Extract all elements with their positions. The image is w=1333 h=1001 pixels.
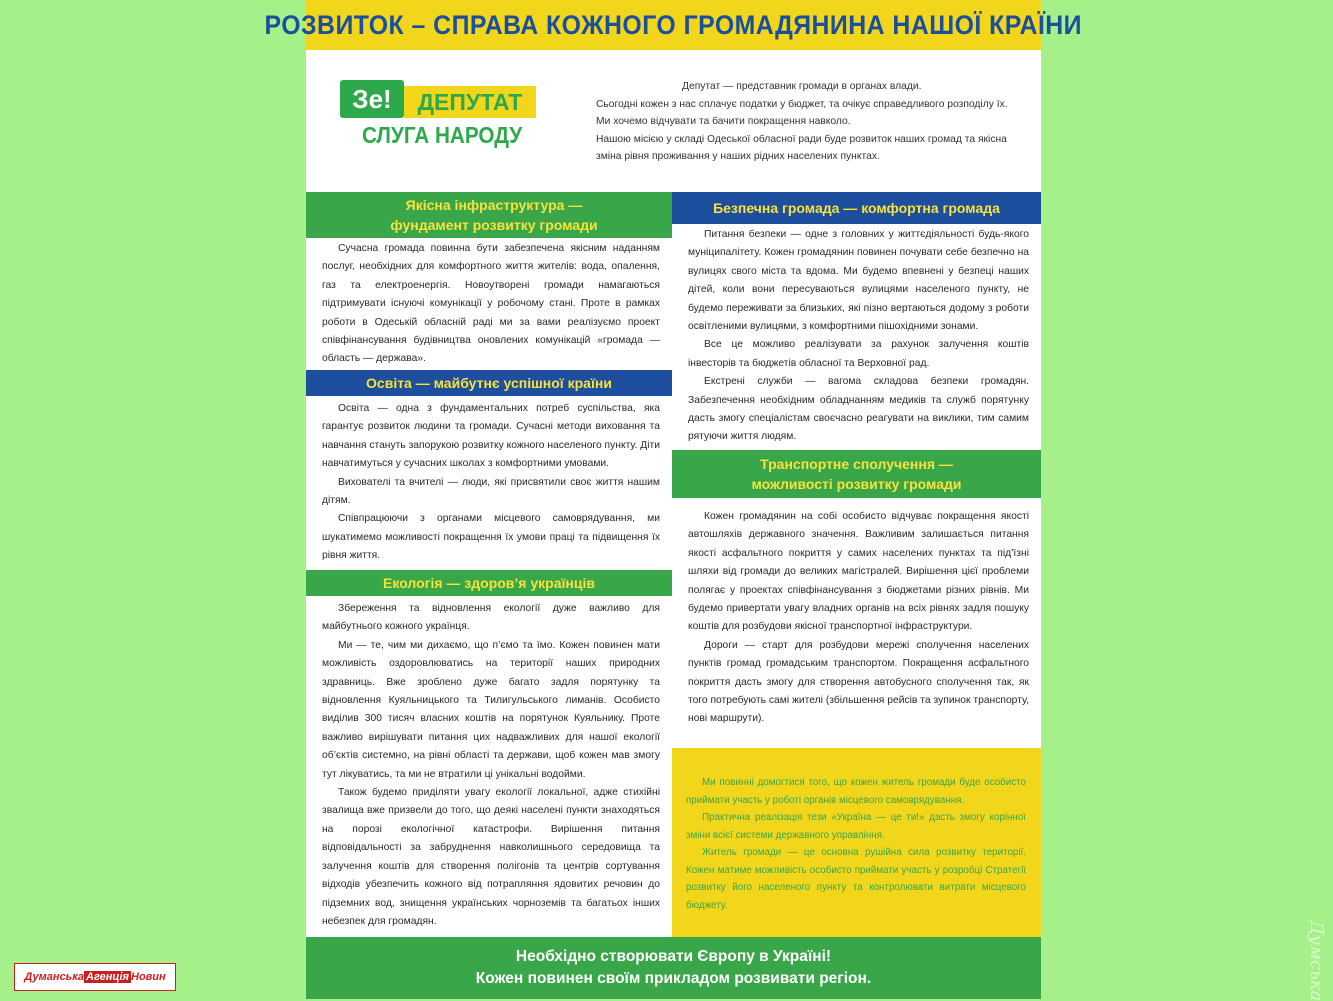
paragraph: Екстрені служби — вагома складова безпеки громадян. Забезпечення необхідним обладнанням медиків та служб порятунку дасть змогу спеціалістам своєчасно реагувати на виклики, тим самим рятуючи життя людям. — [688, 376, 1029, 443]
paragraph: Вихователі та вчителі — люди, які присвятили своє життя нашим дітям. — [322, 476, 660, 507]
paragraph: Дороги — старт для розбудови мережі сполучення населених пунктів громад громадським транспортом. Покращення асфальтного покриття дасть змогу для створення автобусного сполучення так, як того потребують самі жителі (збільшення рейсів та зупинок транспорту, нові маршрути). — [688, 639, 1029, 725]
callout-box — [672, 748, 1041, 937]
poster — [264, 0, 1083, 999]
paragraph: Все це можливо реалізувати за рахунок залучення коштів інвесторів та бюджетів обласної та Верховної рад. — [688, 339, 1029, 369]
paragraph: Житель громади — це основна рушійна сила розвитку території. Кожен матиме можливість особисто приймати участь у розробці Стратегії розвитку його населеного пункту та контролювати витрати місцевого бюджету. — [686, 847, 1026, 911]
news-agency-logo — [14, 963, 176, 991]
edu-text — [306, 396, 672, 570]
eco-heading — [306, 570, 672, 596]
infra-heading-line: фундамент розвитку громади — [390, 217, 598, 233]
logo-sluga-narodu: СЛУГА НАРОДУ — [362, 122, 523, 148]
title-bar — [264, 0, 1083, 50]
side-watermark: Думська — [1306, 920, 1327, 1001]
header — [306, 50, 1041, 192]
watermark-text: Агенція — [86, 971, 129, 983]
watermark-text: Думанська — [24, 971, 85, 983]
footer-line: Кожен повинен своїм прикладом розвивати регіон. — [475, 970, 872, 987]
paragraph: Також будемо приділяти увагу екології локальної, адже стихійні звалища вже призвели до того, що деякі населені пункти знаходяться на порозі екологічної катастрофи. Вирішення питання відповідальності за забруднення навколишнього середовища та залучення коштів для створення полігонів та центрів сортування відходів убезпечить кожного від потрапляння ядовитих речовин до підземних вод, знищення українських чорноземів та багатьох інших небезпек для громадян. — [322, 787, 660, 927]
infra-heading-line: Якісна інфраструктура — — [405, 197, 583, 213]
intro-text — [596, 78, 1016, 166]
footer-line: Необхідно створювати Європу в Україні! — [515, 948, 832, 965]
left-column — [306, 192, 672, 937]
paragraph: Освіта — одна з фундаментальних потреб суспільства, яка гарантує розвиток людини та громади. Сучасні методи виховання та навчання стануть запорукою розвитку кожного населеного пункту. Діти навчатимуться у сучасних школах з комфортними умовами. — [322, 403, 660, 470]
edu-heading — [306, 370, 672, 396]
transport-heading-line: можливості розвитку громади — [751, 476, 962, 492]
paragraph: Співпрацюючи з органами місцевого самоврядування, ми шукатимемо можливості покращення їх умови праці та підвищення їх рівня життя. — [322, 513, 660, 562]
transport-heading — [672, 450, 1041, 498]
logo-ze: Зе! — [340, 80, 404, 118]
watermark-text: Новин — [131, 971, 166, 983]
party-logo — [340, 80, 540, 160]
infra-text — [306, 238, 672, 370]
intro-line: Ми хочемо відчувати та бачити покращення навколо. — [596, 116, 851, 127]
logo-deputat: ДЕПУТАТ — [404, 86, 536, 118]
transport-heading-line: Транспортне сполучення — — [760, 456, 953, 472]
intro-line: Нашою місією у складі Одеської обласної ради буде розвиток наших громад та якісна зміна рівня проживання у наших рідних населених пунктах. — [596, 133, 1007, 162]
page-title: РОЗВИТОК – СПРАВА КОЖНОГО ГРОМАДЯНИНА НАШОЇ КРАЇНИ — [264, 9, 1083, 40]
eco-heading-text: Екологія — здоров’я українців — [383, 575, 595, 591]
intro-line: Сьогодні кожен з нас сплачує податки у бюджет, та очікує справедливого розподілу їх. — [596, 98, 1008, 110]
eco-text — [306, 596, 672, 937]
paragraph: Збереження та відновлення екології дуже важливо для майбутнього кожного українця. — [322, 603, 660, 633]
intro-line: Депутат — представник громади в органах влади. — [682, 81, 922, 92]
safety-heading — [672, 192, 1041, 224]
infra-heading — [306, 192, 672, 238]
paragraph: Ми — те, чим ми дихаємо, що п’ємо та їмо. Кожен повинен мати можливість оздоровлюватись на території наших природних здравниць. Вже зроблено дуже багато задля порятунку та відновлення Куяльницького та Тилигульського лиманів. Особисто виділив 300 тисяч власних коштів на порятунок Куяльнику. Проте важливо вирішувати питання цих надважливих для нашої екології об’єктів системно, на рівні області та держави, щоб кожен мав змогу тут лікуватись, та ми не втратили ці унікальні водойми. — [322, 639, 660, 780]
safety-heading-text: Безпечна громада — комфортна громада — [713, 200, 1000, 216]
paragraph: Сучасна громада повинна бути забезпечена якісним наданням послуг, необхідних для комфортного життя жителів: вода, опалення, газ та електроенергія. Новоутворені громади намагаються підтримувати існуючі комунікації у робочому стані. Проте в рамках роботи в Одеській обласній раді ми за вами реалізуємо проект співфінансування будівництва оновлених комунікацій «громада — область — держава». — [322, 243, 660, 365]
paragraph: Кожен громадянин на собі особисто відчуває покращення якості автошляхів державного значення. Важливим залишається питання якості асфальтного покриття у самих населених пунктах та під’їзні шляхи від громади до великих магістралей. Вирішення цієї проблеми полягає у проектах співфінансування з бюджетами різних рівнів. Ми будемо привертати увагу владних органів на всіх рівнях задля пошуку коштів для розбудови якісної транспортної інфраструктури. — [688, 511, 1029, 633]
paragraph: Практична реалізація тези «Україна — це ти!» дасть змогу корінної зміни всієї системи державного управління. — [686, 812, 1026, 841]
paragraph: Ми повинні домогтися того, що кожен житель громади буде особисто приймати участь у роботі органів місцевого самоврядування. — [686, 777, 1026, 806]
footer-banner — [306, 937, 1041, 999]
paragraph: Питання безпеки — одне з головних у життєдіяльності будь-якого муніципалітету. Кожен громадянин повинен почувати себе безпечно на вулицях свого міста та вдома. Ми будемо впевнені у безпеці наших дітей, коли вони пересуваються вулицями населеного пункту, не будемо переживати за близьких, які пізно вертаються додому з роботи освітленими вулицями, з комфортними пішохідними зонами. — [688, 229, 1029, 333]
safety-text — [672, 224, 1041, 450]
callout-text — [686, 774, 1026, 914]
edu-heading-text: Освіта — майбутнє успішної країни — [366, 375, 612, 391]
transport-text — [672, 498, 1041, 748]
